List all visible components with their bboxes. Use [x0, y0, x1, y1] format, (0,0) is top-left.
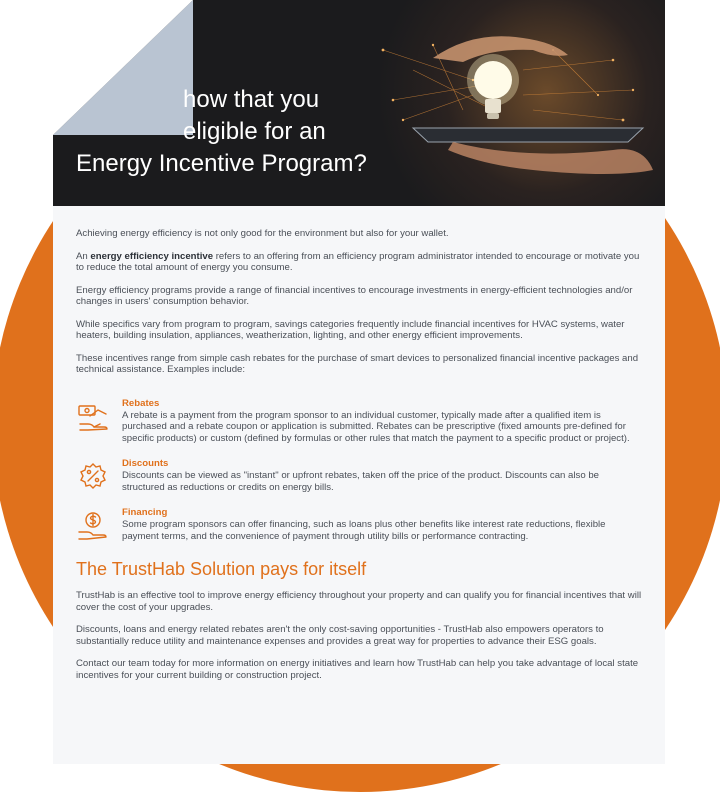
benefit-title-discounts: Discounts: [122, 458, 169, 469]
benefit-text-financing: Some program sponsors can offer financing, such as loans plus other benefits like interest rate reductions, flexible payment terms, and the convenience of payment through utility bills or performance contracting.: [122, 519, 606, 542]
hero-title-line2: eligible for an: [183, 118, 326, 145]
intro-paragraph-4: While specifics vary from program to program, savings categories frequently include financial incentives for HVAC systems, water heaters, building insulation, appliances, weatherization, lighting, and other energy efficient improvements.: [76, 318, 625, 341]
intro-p2-prefix: An: [76, 250, 91, 262]
benefit-title-rebates: Rebates: [122, 397, 160, 409]
document-page: [53, 0, 665, 764]
hero-title-line1: how that you: [183, 86, 320, 113]
intro-p2-bold: energy efficiency incentive: [90, 250, 214, 262]
hero-title: [76, 84, 406, 180]
solution-paragraph-3: Contact our team today for more information on energy initiatives and learn how TrustHab can help you take advantage of local state incentives for your current building or construction project.: [76, 658, 639, 681]
benefit-financing: [76, 507, 644, 542]
document-body: [76, 228, 644, 692]
benefit-text-discounts: Discounts can be viewed as "instant" or upfront rebates, taken off the price of the product. Discounts can also be structured as reductions or credits on energy bills.: [122, 470, 599, 493]
benefit-rebates: [76, 398, 644, 445]
solution-paragraph-2: Discounts, loans and energy related rebates aren't the only cost-saving opportunities - TrustHab also empowers operators to substantially reduce utility and maintenance expenses and provides a great way for properties to advance their ESG goals.: [76, 624, 604, 647]
solution-paragraph-1: TrustHab is an effective tool to improve energy efficiency throughout your property and can qualify you for financial incentives that will cover the cost of your upgrades.: [76, 590, 642, 613]
intro-paragraph-5: These incentives range from simple cash rebates for the purchase of smart devices to personalized financial incentive packages and technical assistance. Examples include:: [76, 352, 639, 375]
benefit-discounts: [76, 458, 644, 493]
hero-banner: [53, 0, 665, 206]
benefit-text-rebates: A rebate is a payment from the program sponsor to an individual customer, typically made after a qualified item is purchased and a rebate coupon or application is submitted. Rebates can be prescriptive (fixed amounts pre-defined for specific products) or custom (defined by formulas or other rules that match the payment to a specific product or project).: [122, 409, 630, 444]
intro-paragraph-1: Achieving energy efficiency is not only good for the environment but also for your wallet.: [76, 228, 449, 239]
hero-title-line3: Energy Incentive Program?: [76, 150, 367, 177]
benefit-title-financing: Financing: [122, 507, 168, 518]
percent-badge-icon: [76, 462, 110, 494]
cash-hand-icon: [76, 402, 110, 434]
intro-paragraph-3: Energy efficiency programs provide a range of financial incentives to encourage investments in energy-efficient technologies and/or changes in users' consumption behavior.: [76, 284, 633, 307]
solution-heading: The TrustHab Solution pays for itself: [76, 559, 367, 579]
dollar-hand-icon: [76, 511, 110, 543]
intro-paragraph-2: [76, 251, 644, 274]
intro-p2-rest: refers to an offering from an efficiency program administrator intended to encourage or motivate you to reduce the total amount of energy you consume.: [76, 250, 640, 273]
